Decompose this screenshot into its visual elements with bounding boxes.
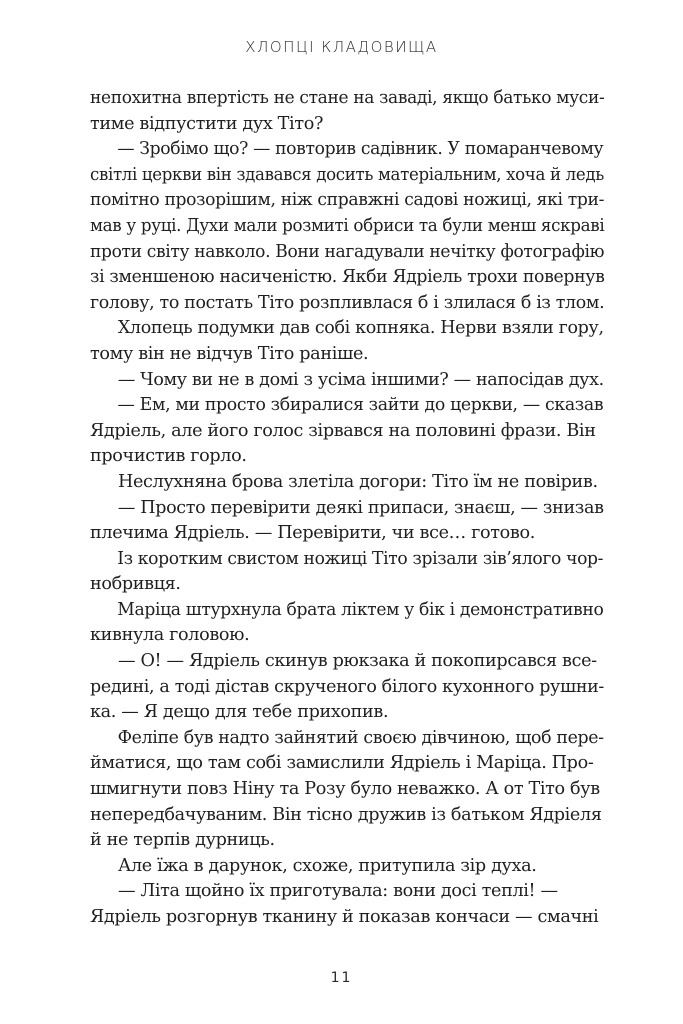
text-line: тиме відпустити дух Тіто? <box>90 113 324 134</box>
text-line: нобривця. <box>90 574 181 595</box>
text-line: зі зменшеною насиченістю. Якби Ядріель трохи повернув <box>90 267 605 288</box>
text-line: — Просто перевірити деякі припаси, знаєш, — знизав <box>117 497 604 518</box>
page-number: 11 <box>330 970 353 986</box>
text-line: Хлопець подумки дав собі копняка. Нерви взяли гору, <box>117 318 604 339</box>
text-line: помітно прозорішим, ніж справжні садові ножиці, які три- <box>90 190 605 211</box>
body-text <box>90 86 604 931</box>
text-line: йматися, що там собі замислили Ядріель і Маріца. Про- <box>90 753 594 774</box>
text-line: — О! — Ядріель скинув рюкзака й покопирсався все- <box>118 651 597 672</box>
running-head: ХЛОПЦІ КЛАДОВИЩА <box>245 38 438 56</box>
text-line: непохитна впертість не стане на заваді, якщо батько муси- <box>90 88 605 108</box>
text-line: Неслухняна брова злетіла догори: Тіто їм не повірив. <box>118 471 598 492</box>
text-line: й не терпів дурниць. <box>90 830 275 851</box>
text-line: проти світу навколо. Вони нагадували нечітку фотографію <box>90 241 605 262</box>
text-line: Але їжа в дарунок, схоже, притупила зір духа. <box>118 855 537 876</box>
text-line: непередбачуваним. Він тісно дружив із батьком Ядріеля <box>90 804 602 825</box>
text-line: редині, а тоді дістав скрученого білого кухонного рушни- <box>90 676 604 697</box>
text-line: плечима Ядріель. — Перевірити, чи все… готово. <box>90 523 535 544</box>
text-line: — Зробімо що? — повторив садівник. У помаранчевому <box>117 139 604 160</box>
text-line: Феліпе був надто зайнятий своєю дівчиною, щоб пере- <box>117 727 604 748</box>
text-line: Ядріель, але його голос зірвався на половині фрази. Він <box>90 420 596 441</box>
text-line: прочистив горло. <box>90 446 247 467</box>
text-line: мав у руці. Духи мали розмиті обриси та були менш яскраві <box>90 215 605 236</box>
text-line: Ядріель розгорнув тканину й показав кончаси — смачні <box>90 907 599 927</box>
text-line: голову, то постать Тіто розпливлася б і злилася б із тлом. <box>90 292 605 313</box>
text-line: тому він не відчув Тіто раніше. <box>90 343 369 364</box>
text-line: світлі церкви він здавався досить матеріальним, хоча й ледь <box>90 164 604 185</box>
text-line: ка. — Я дещо для тебе прихопив. <box>90 702 389 723</box>
text-line: шмигнути повз Ніну та Розу було неважко. А от Тіто був <box>90 779 600 800</box>
text-line: Із коротким свистом ножиці Тіто зрізали зів’ялого чор- <box>117 548 604 569</box>
text-line: Маріца штурхнула брата ліктем у бік і демонстративно <box>117 599 604 620</box>
text-line: — Чому ви не в домі з усіма іншими? — напосідав дух. <box>117 369 604 390</box>
text-line: кивнула головою. <box>90 625 250 646</box>
text-line: — Літа щойно їх приготувала: вони досі теплі! — <box>118 881 558 902</box>
text-line: — Ем, ми просто збиралися зайти до церкви, — сказав <box>117 395 604 416</box>
